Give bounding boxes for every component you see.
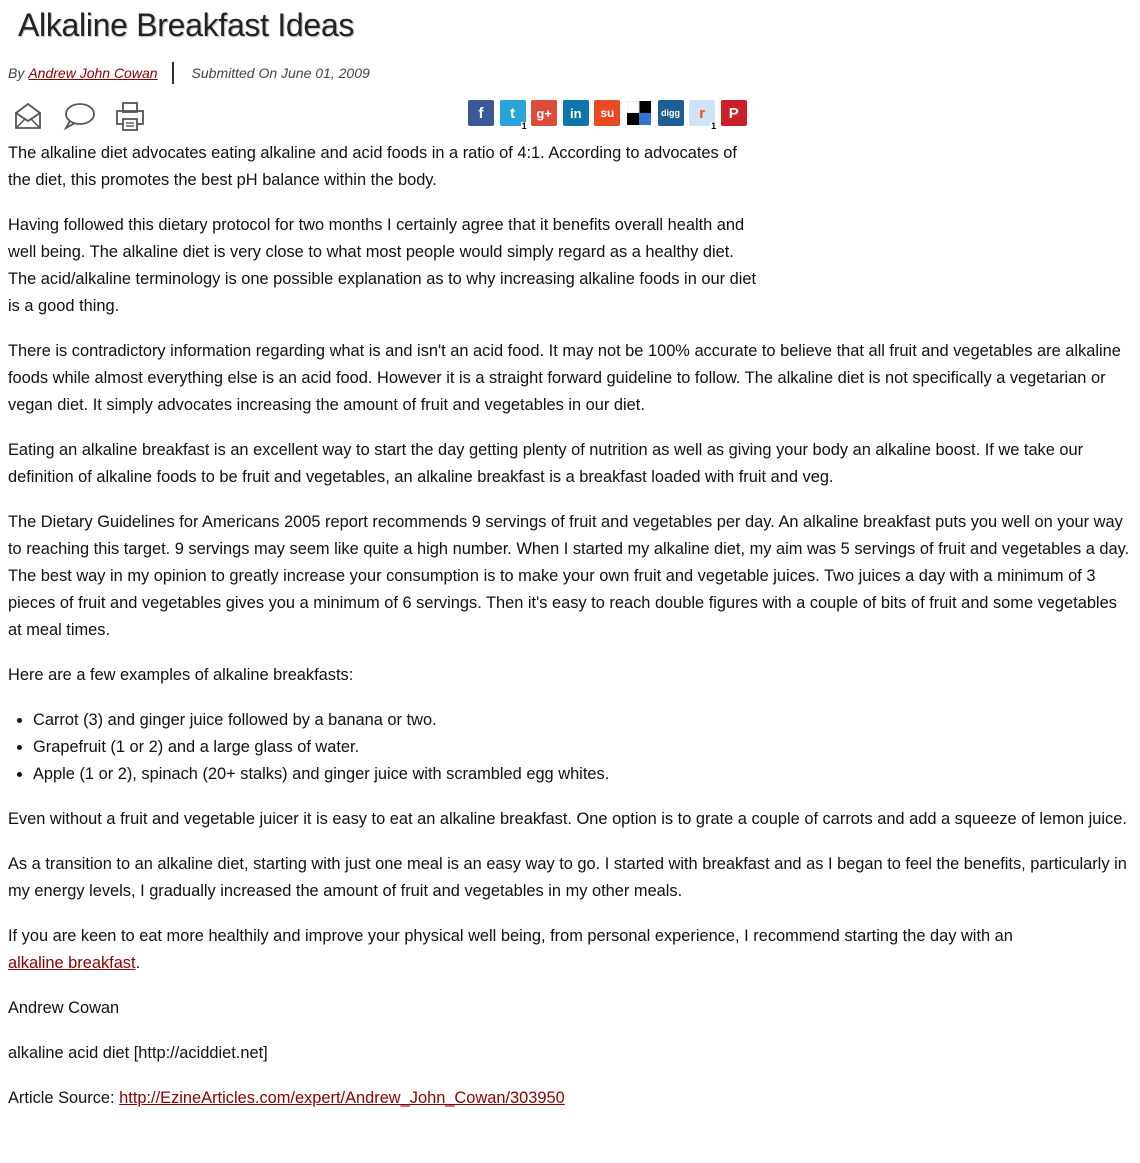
submitted-date: Submitted On June 01, 2009 [191,65,370,81]
alkaline-breakfast-link[interactable]: alkaline breakfast [8,954,136,972]
paragraph: There is contradictory information regarding what is and isn't an acid food. It may not be 100% accurate to believe that all fruit and vegetables are alkaline foods while almost everything else is an acid food. However it is a straight forward guideline to follow. The alkaline diet is not specifically a vegetarian or vegan diet. It simply advocates increasing the amount of fruit and vegetables in our diet. [8,342,1121,414]
print-icon[interactable] [114,100,146,132]
article-body [8,140,1134,1112]
paragraph [8,923,1134,977]
social-glyph: t [510,104,516,122]
author-site: alkaline acid diet [http://aciddiet.net] [8,1044,268,1062]
stumbleupon-icon[interactable] [594,100,620,126]
social-glyph: digg [661,108,681,118]
article-toolbar [8,96,1134,140]
paragraph: Having followed this dietary protocol for two months I certainly agree that it benefits overall health and well being. The alkaline diet is very close to what most people would simply regard as a healthy diet. The acid/alkaline terminology is one possible explanation as to why increasing alkaline foods in our diet is a good thing. [8,216,757,315]
facebook-icon[interactable] [468,100,494,126]
social-share-bar [468,100,752,131]
paragraph: Eating an alkaline breakfast is an excellent way to start the day getting plenty of nutrition as well as giving your body an alkaline boost. If we take our definition of alkaline foods to be fruit and vegetables, an alkaline breakfast is a breakfast loaded with fruit and veg. [8,441,1084,486]
comment-icon[interactable] [62,100,94,132]
email-icon[interactable] [12,100,44,132]
digg-icon[interactable] [658,100,684,126]
paragraph: The Dietary Guidelines for Americans 2005 report recommends 9 servings of fruit and vegetables per day. An alkaline breakfast puts you well on your way to reaching this target. 9 servings may seem like quite a high number. When I started my alkaline diet, my aim was 5 servings of fruit and vegetables a day. The best way in my opinion to greatly increase your consumption is to make your own fruit and vegetable juices. Two juices a day with a minimum of 3 pieces of fruit and vegetables gives you a minimum of 6 servings. Then it's easy to reach double figures with a couple of bits of fruit and some vegetables at meal times. [8,513,1130,639]
delicious-icon[interactable] [626,100,652,126]
by-label: By [8,65,25,81]
share-count: 1 [711,121,717,131]
social-glyph: P [728,104,739,122]
paragraph-text: If you are keen to eat more healthily and improve your physical well being, from personal experience, I recommend starting the day with an [8,927,1013,945]
linkedin-icon[interactable] [563,100,589,126]
paragraph: The alkaline diet advocates eating alkaline and acid foods in a ratio of 4:1. According to advocates of the diet, this promotes the best pH balance within the body. [8,144,737,189]
pinterest-icon[interactable] [721,100,747,126]
page-title: Alkaline Breakfast Ideas [18,7,355,43]
article-source-link[interactable]: http://EzineArticles.com/expert/Andrew_John_Cowan/303950 [119,1089,565,1107]
share-count: 1 [521,121,527,131]
breakfast-list [8,707,1134,788]
paragraph: Here are a few examples of alkaline breakfasts: [8,666,354,684]
author-link[interactable]: Andrew John Cowan [28,65,158,81]
byline-divider [172,62,174,84]
social-glyph: su [600,106,615,120]
list-item: • Apple (1 or 2), spinach (20+ stalks) and ginger juice with scrambled egg whites. [33,761,1134,788]
paragraph-end: . [135,954,141,972]
reddit-icon[interactable] [689,100,717,131]
google-plus-icon[interactable] [531,100,557,126]
social-glyph: in [570,105,582,121]
paragraph: As a transition to an alkaline diet, starting with just one meal is an easy way to go. I started with breakfast and as I began to feel the benefits, particularly in my energy levels, I gradually increased the amount of fruit and vegetables in my other meals. [8,855,1127,900]
twitter-icon[interactable] [500,100,527,131]
social-glyph: r [699,104,706,122]
article-source [8,1085,1134,1112]
paragraph: Even without a fruit and vegetable juicer it is easy to eat an alkaline breakfast. One option is to grate a couple of carrots and add a squeeze of lemon juice. [8,810,1127,828]
social-glyph: g+ [536,105,552,121]
author-signature: Andrew Cowan [8,999,120,1017]
list-item: • Carrot (3) and ginger juice followed by a banana or two. [33,707,1134,734]
source-label: Article Source: [8,1089,115,1107]
list-item: • Grapefruit (1 or 2) and a large glass of water. [33,734,1134,761]
byline [8,60,1134,86]
social-glyph: f [478,104,484,122]
